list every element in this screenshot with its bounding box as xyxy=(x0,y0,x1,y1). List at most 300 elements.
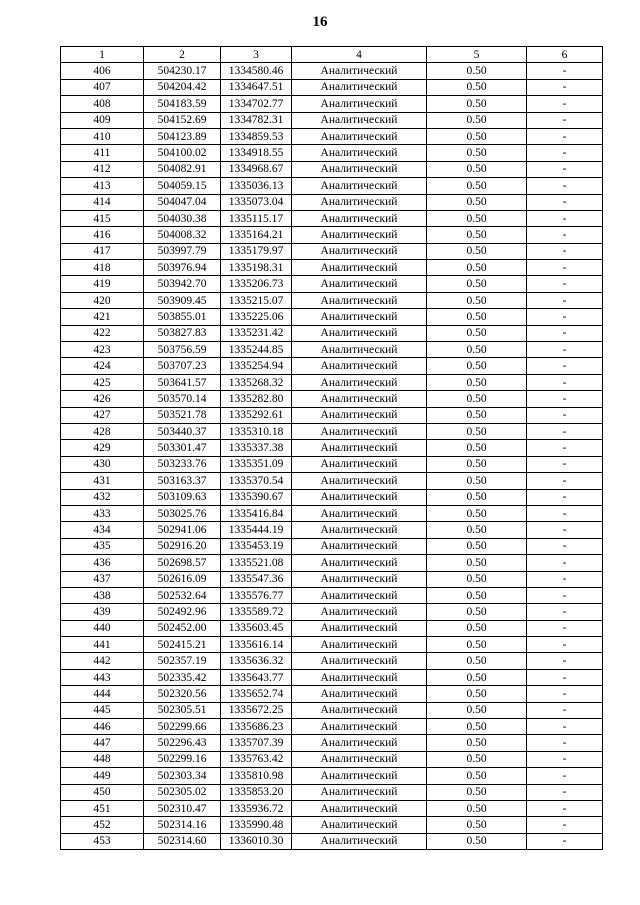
y-coordinate-cell: 1335244.85 xyxy=(221,342,292,358)
table-row xyxy=(61,145,603,161)
x-coordinate-cell: 504204.42 xyxy=(144,79,221,95)
y-coordinate-cell: 1335453.19 xyxy=(221,538,292,554)
point-number-cell: 431 xyxy=(61,473,144,489)
accuracy-cell: 0.50 xyxy=(427,391,527,407)
point-number-cell: 445 xyxy=(61,702,144,718)
method-cell: Аналитический xyxy=(292,669,427,685)
accuracy-cell: 0.50 xyxy=(427,768,527,784)
table-row xyxy=(61,702,603,718)
point-number-cell: 427 xyxy=(61,407,144,423)
accuracy-cell: 0.50 xyxy=(427,96,527,112)
column-header-1: 1 xyxy=(61,47,144,63)
note-cell: - xyxy=(527,538,603,554)
x-coordinate-cell: 503707.23 xyxy=(144,358,221,374)
accuracy-cell: 0.50 xyxy=(427,571,527,587)
note-cell: - xyxy=(527,407,603,423)
point-number-cell: 437 xyxy=(61,571,144,587)
y-coordinate-cell: 1334859.53 xyxy=(221,128,292,144)
accuracy-cell: 0.50 xyxy=(427,669,527,685)
note-cell: - xyxy=(527,637,603,653)
note-cell: - xyxy=(527,276,603,292)
point-number-cell: 414 xyxy=(61,194,144,210)
y-coordinate-cell: 1335763.42 xyxy=(221,751,292,767)
accuracy-cell: 0.50 xyxy=(427,587,527,603)
method-cell: Аналитический xyxy=(292,653,427,669)
y-coordinate-cell: 1335990.48 xyxy=(221,817,292,833)
x-coordinate-cell: 503942.70 xyxy=(144,276,221,292)
point-number-cell: 442 xyxy=(61,653,144,669)
table-row xyxy=(61,292,603,308)
point-number-cell: 434 xyxy=(61,522,144,538)
y-coordinate-cell: 1334647.51 xyxy=(221,79,292,95)
table-row xyxy=(61,374,603,390)
note-cell: - xyxy=(527,505,603,521)
table-row xyxy=(61,735,603,751)
method-cell: Аналитический xyxy=(292,702,427,718)
point-number-cell: 424 xyxy=(61,358,144,374)
y-coordinate-cell: 1334580.46 xyxy=(221,63,292,79)
column-header-6: 6 xyxy=(527,47,603,63)
note-cell: - xyxy=(527,227,603,243)
accuracy-cell: 0.50 xyxy=(427,440,527,456)
table-row xyxy=(61,587,603,603)
x-coordinate-cell: 502335.42 xyxy=(144,669,221,685)
accuracy-cell: 0.50 xyxy=(427,112,527,128)
point-number-cell: 451 xyxy=(61,800,144,816)
table-row xyxy=(61,538,603,554)
point-number-cell: 443 xyxy=(61,669,144,685)
x-coordinate-cell: 503909.45 xyxy=(144,292,221,308)
table-row xyxy=(61,96,603,112)
point-number-cell: 410 xyxy=(61,128,144,144)
note-cell: - xyxy=(527,161,603,177)
point-number-cell: 413 xyxy=(61,178,144,194)
accuracy-cell: 0.50 xyxy=(427,309,527,325)
table-row xyxy=(61,276,603,292)
method-cell: Аналитический xyxy=(292,719,427,735)
table-row xyxy=(61,719,603,735)
y-coordinate-cell: 1334782.31 xyxy=(221,112,292,128)
point-number-cell: 411 xyxy=(61,145,144,161)
note-cell: - xyxy=(527,571,603,587)
point-number-cell: 446 xyxy=(61,719,144,735)
accuracy-cell: 0.50 xyxy=(427,79,527,95)
accuracy-cell: 0.50 xyxy=(427,423,527,439)
column-header-3: 3 xyxy=(221,47,292,63)
x-coordinate-cell: 503827.83 xyxy=(144,325,221,341)
note-cell: - xyxy=(527,63,603,79)
x-coordinate-cell: 502698.57 xyxy=(144,555,221,571)
y-coordinate-cell: 1335853.20 xyxy=(221,784,292,800)
accuracy-cell: 0.50 xyxy=(427,292,527,308)
point-number-cell: 417 xyxy=(61,243,144,259)
y-coordinate-cell: 1334968.67 xyxy=(221,161,292,177)
method-cell: Аналитический xyxy=(292,292,427,308)
accuracy-cell: 0.50 xyxy=(427,456,527,472)
note-cell: - xyxy=(527,833,603,849)
x-coordinate-cell: 502296.43 xyxy=(144,735,221,751)
table-body xyxy=(61,63,603,850)
note-cell: - xyxy=(527,587,603,603)
method-cell: Аналитический xyxy=(292,63,427,79)
method-cell: Аналитический xyxy=(292,423,427,439)
method-cell: Аналитический xyxy=(292,358,427,374)
y-coordinate-cell: 1335310.18 xyxy=(221,423,292,439)
y-coordinate-cell: 1335268.32 xyxy=(221,374,292,390)
y-coordinate-cell: 1335707.39 xyxy=(221,735,292,751)
y-coordinate-cell: 1334702.77 xyxy=(221,96,292,112)
accuracy-cell: 0.50 xyxy=(427,194,527,210)
accuracy-cell: 0.50 xyxy=(427,637,527,653)
note-cell: - xyxy=(527,309,603,325)
method-cell: Аналитический xyxy=(292,489,427,505)
table-row xyxy=(61,768,603,784)
accuracy-cell: 0.50 xyxy=(427,260,527,276)
method-cell: Аналитический xyxy=(292,833,427,849)
note-cell: - xyxy=(527,620,603,636)
accuracy-cell: 0.50 xyxy=(427,63,527,79)
method-cell: Аналитический xyxy=(292,456,427,472)
point-number-cell: 432 xyxy=(61,489,144,505)
method-cell: Аналитический xyxy=(292,473,427,489)
method-cell: Аналитический xyxy=(292,686,427,702)
point-number-cell: 435 xyxy=(61,538,144,554)
table-row xyxy=(61,473,603,489)
note-cell: - xyxy=(527,686,603,702)
point-number-cell: 448 xyxy=(61,751,144,767)
table-row xyxy=(61,505,603,521)
x-coordinate-cell: 502314.60 xyxy=(144,833,221,849)
note-cell: - xyxy=(527,555,603,571)
y-coordinate-cell: 1336010.30 xyxy=(221,833,292,849)
table-row xyxy=(61,423,603,439)
table-row xyxy=(61,407,603,423)
note-cell: - xyxy=(527,194,603,210)
accuracy-cell: 0.50 xyxy=(427,522,527,538)
accuracy-cell: 0.50 xyxy=(427,489,527,505)
note-cell: - xyxy=(527,292,603,308)
x-coordinate-cell: 504183.59 xyxy=(144,96,221,112)
accuracy-cell: 0.50 xyxy=(427,161,527,177)
note-cell: - xyxy=(527,358,603,374)
accuracy-cell: 0.50 xyxy=(427,555,527,571)
table-row xyxy=(61,391,603,407)
note-cell: - xyxy=(527,800,603,816)
point-number-cell: 444 xyxy=(61,686,144,702)
method-cell: Аналитический xyxy=(292,112,427,128)
point-number-cell: 423 xyxy=(61,342,144,358)
table-row xyxy=(61,637,603,653)
x-coordinate-cell: 504123.89 xyxy=(144,128,221,144)
accuracy-cell: 0.50 xyxy=(427,784,527,800)
x-coordinate-cell: 502452.00 xyxy=(144,620,221,636)
point-number-cell: 406 xyxy=(61,63,144,79)
y-coordinate-cell: 1335215.07 xyxy=(221,292,292,308)
x-coordinate-cell: 503163.37 xyxy=(144,473,221,489)
accuracy-cell: 0.50 xyxy=(427,833,527,849)
accuracy-cell: 0.50 xyxy=(427,473,527,489)
x-coordinate-cell: 502941.06 xyxy=(144,522,221,538)
x-coordinate-cell: 502299.66 xyxy=(144,719,221,735)
note-cell: - xyxy=(527,96,603,112)
point-number-cell: 441 xyxy=(61,637,144,653)
x-coordinate-cell: 503855.01 xyxy=(144,309,221,325)
method-cell: Аналитический xyxy=(292,325,427,341)
y-coordinate-cell: 1335370.54 xyxy=(221,473,292,489)
method-cell: Аналитический xyxy=(292,768,427,784)
point-number-cell: 452 xyxy=(61,817,144,833)
method-cell: Аналитический xyxy=(292,571,427,587)
column-header-2: 2 xyxy=(144,47,221,63)
y-coordinate-cell: 1335652.74 xyxy=(221,686,292,702)
note-cell: - xyxy=(527,522,603,538)
method-cell: Аналитический xyxy=(292,374,427,390)
accuracy-cell: 0.50 xyxy=(427,702,527,718)
accuracy-cell: 0.50 xyxy=(427,407,527,423)
note-cell: - xyxy=(527,719,603,735)
table-row xyxy=(61,522,603,538)
column-header-4: 4 xyxy=(292,47,427,63)
note-cell: - xyxy=(527,669,603,685)
method-cell: Аналитический xyxy=(292,161,427,177)
column-header-5: 5 xyxy=(427,47,527,63)
note-cell: - xyxy=(527,79,603,95)
x-coordinate-cell: 503997.79 xyxy=(144,243,221,259)
page-number: 16 xyxy=(312,14,328,30)
method-cell: Аналитический xyxy=(292,751,427,767)
method-cell: Аналитический xyxy=(292,128,427,144)
method-cell: Аналитический xyxy=(292,440,427,456)
note-cell: - xyxy=(527,604,603,620)
table-row xyxy=(61,128,603,144)
x-coordinate-cell: 502916.20 xyxy=(144,538,221,554)
x-coordinate-cell: 502314.16 xyxy=(144,817,221,833)
point-number-cell: 438 xyxy=(61,587,144,603)
note-cell: - xyxy=(527,243,603,259)
y-coordinate-cell: 1335282.80 xyxy=(221,391,292,407)
table-row xyxy=(61,358,603,374)
y-coordinate-cell: 1334918.55 xyxy=(221,145,292,161)
x-coordinate-cell: 504059.15 xyxy=(144,178,221,194)
point-number-cell: 408 xyxy=(61,96,144,112)
x-coordinate-cell: 502305.02 xyxy=(144,784,221,800)
y-coordinate-cell: 1335198.31 xyxy=(221,260,292,276)
y-coordinate-cell: 1335444.19 xyxy=(221,522,292,538)
note-cell: - xyxy=(527,145,603,161)
y-coordinate-cell: 1335589.72 xyxy=(221,604,292,620)
y-coordinate-cell: 1335254.94 xyxy=(221,358,292,374)
accuracy-cell: 0.50 xyxy=(427,227,527,243)
point-number-cell: 407 xyxy=(61,79,144,95)
method-cell: Аналитический xyxy=(292,637,427,653)
y-coordinate-cell: 1335936.72 xyxy=(221,800,292,816)
note-cell: - xyxy=(527,473,603,489)
accuracy-cell: 0.50 xyxy=(427,538,527,554)
table-row xyxy=(61,604,603,620)
method-cell: Аналитический xyxy=(292,505,427,521)
y-coordinate-cell: 1335164.21 xyxy=(221,227,292,243)
table-row xyxy=(61,342,603,358)
point-number-cell: 426 xyxy=(61,391,144,407)
accuracy-cell: 0.50 xyxy=(427,276,527,292)
note-cell: - xyxy=(527,456,603,472)
point-number-cell: 425 xyxy=(61,374,144,390)
note-cell: - xyxy=(527,440,603,456)
point-number-cell: 412 xyxy=(61,161,144,177)
note-cell: - xyxy=(527,489,603,505)
point-number-cell: 440 xyxy=(61,620,144,636)
x-coordinate-cell: 503756.59 xyxy=(144,342,221,358)
table-row xyxy=(61,243,603,259)
point-number-cell: 415 xyxy=(61,210,144,226)
table-row xyxy=(61,260,603,276)
accuracy-cell: 0.50 xyxy=(427,604,527,620)
y-coordinate-cell: 1335547.36 xyxy=(221,571,292,587)
method-cell: Аналитический xyxy=(292,210,427,226)
accuracy-cell: 0.50 xyxy=(427,358,527,374)
y-coordinate-cell: 1335225.06 xyxy=(221,309,292,325)
point-number-cell: 409 xyxy=(61,112,144,128)
note-cell: - xyxy=(527,391,603,407)
point-number-cell: 447 xyxy=(61,735,144,751)
coordinates-table xyxy=(60,46,603,850)
x-coordinate-cell: 502303.34 xyxy=(144,768,221,784)
note-cell: - xyxy=(527,374,603,390)
y-coordinate-cell: 1335576.77 xyxy=(221,587,292,603)
point-number-cell: 428 xyxy=(61,423,144,439)
y-coordinate-cell: 1335521.08 xyxy=(221,555,292,571)
x-coordinate-cell: 502415.21 xyxy=(144,637,221,653)
y-coordinate-cell: 1335036.13 xyxy=(221,178,292,194)
accuracy-cell: 0.50 xyxy=(427,751,527,767)
accuracy-cell: 0.50 xyxy=(427,653,527,669)
y-coordinate-cell: 1335073.04 xyxy=(221,194,292,210)
method-cell: Аналитический xyxy=(292,194,427,210)
method-cell: Аналитический xyxy=(292,538,427,554)
x-coordinate-cell: 504030.38 xyxy=(144,210,221,226)
x-coordinate-cell: 503521.78 xyxy=(144,407,221,423)
accuracy-cell: 0.50 xyxy=(427,178,527,194)
x-coordinate-cell: 503976.94 xyxy=(144,260,221,276)
table-row xyxy=(61,489,603,505)
table-row xyxy=(61,620,603,636)
method-cell: Аналитический xyxy=(292,96,427,112)
accuracy-cell: 0.50 xyxy=(427,505,527,521)
y-coordinate-cell: 1335390.67 xyxy=(221,489,292,505)
point-number-cell: 421 xyxy=(61,309,144,325)
method-cell: Аналитический xyxy=(292,735,427,751)
x-coordinate-cell: 504082.91 xyxy=(144,161,221,177)
point-number-cell: 422 xyxy=(61,325,144,341)
method-cell: Аналитический xyxy=(292,309,427,325)
point-number-cell: 449 xyxy=(61,768,144,784)
method-cell: Аналитический xyxy=(292,260,427,276)
x-coordinate-cell: 503440.37 xyxy=(144,423,221,439)
y-coordinate-cell: 1335231.42 xyxy=(221,325,292,341)
note-cell: - xyxy=(527,325,603,341)
note-cell: - xyxy=(527,735,603,751)
y-coordinate-cell: 1335337.38 xyxy=(221,440,292,456)
note-cell: - xyxy=(527,653,603,669)
table-row xyxy=(61,555,603,571)
point-number-cell: 419 xyxy=(61,276,144,292)
table-row xyxy=(61,669,603,685)
table-row xyxy=(61,571,603,587)
accuracy-cell: 0.50 xyxy=(427,719,527,735)
table-row xyxy=(61,456,603,472)
point-number-cell: 453 xyxy=(61,833,144,849)
note-cell: - xyxy=(527,260,603,276)
accuracy-cell: 0.50 xyxy=(427,243,527,259)
y-coordinate-cell: 1335416.84 xyxy=(221,505,292,521)
method-cell: Аналитический xyxy=(292,178,427,194)
x-coordinate-cell: 502299.16 xyxy=(144,751,221,767)
table-row xyxy=(61,178,603,194)
point-number-cell: 430 xyxy=(61,456,144,472)
point-number-cell: 416 xyxy=(61,227,144,243)
method-cell: Аналитический xyxy=(292,587,427,603)
method-cell: Аналитический xyxy=(292,342,427,358)
table-row xyxy=(61,653,603,669)
table-row xyxy=(61,161,603,177)
accuracy-cell: 0.50 xyxy=(427,374,527,390)
method-cell: Аналитический xyxy=(292,620,427,636)
x-coordinate-cell: 503025.76 xyxy=(144,505,221,521)
accuracy-cell: 0.50 xyxy=(427,800,527,816)
y-coordinate-cell: 1335179.97 xyxy=(221,243,292,259)
table-row xyxy=(61,227,603,243)
x-coordinate-cell: 504152.69 xyxy=(144,112,221,128)
table-row xyxy=(61,784,603,800)
note-cell: - xyxy=(527,768,603,784)
note-cell: - xyxy=(527,751,603,767)
table-row xyxy=(61,112,603,128)
table-row xyxy=(61,686,603,702)
method-cell: Аналитический xyxy=(292,784,427,800)
accuracy-cell: 0.50 xyxy=(427,145,527,161)
method-cell: Аналитический xyxy=(292,817,427,833)
note-cell: - xyxy=(527,702,603,718)
x-coordinate-cell: 502492.96 xyxy=(144,604,221,620)
point-number-cell: 436 xyxy=(61,555,144,571)
x-coordinate-cell: 503301.47 xyxy=(144,440,221,456)
table-row xyxy=(61,833,603,849)
x-coordinate-cell: 503233.76 xyxy=(144,456,221,472)
table-row xyxy=(61,309,603,325)
y-coordinate-cell: 1335351.09 xyxy=(221,456,292,472)
table-row xyxy=(61,325,603,341)
note-cell: - xyxy=(527,784,603,800)
method-cell: Аналитический xyxy=(292,276,427,292)
method-cell: Аналитический xyxy=(292,79,427,95)
y-coordinate-cell: 1335115.17 xyxy=(221,210,292,226)
method-cell: Аналитический xyxy=(292,391,427,407)
note-cell: - xyxy=(527,178,603,194)
table-row xyxy=(61,210,603,226)
method-cell: Аналитический xyxy=(292,407,427,423)
accuracy-cell: 0.50 xyxy=(427,342,527,358)
accuracy-cell: 0.50 xyxy=(427,620,527,636)
note-cell: - xyxy=(527,210,603,226)
method-cell: Аналитический xyxy=(292,243,427,259)
x-coordinate-cell: 502305.51 xyxy=(144,702,221,718)
x-coordinate-cell: 502532.64 xyxy=(144,587,221,603)
y-coordinate-cell: 1335603.45 xyxy=(221,620,292,636)
x-coordinate-cell: 502310.47 xyxy=(144,800,221,816)
method-cell: Аналитический xyxy=(292,227,427,243)
note-cell: - xyxy=(527,817,603,833)
y-coordinate-cell: 1335292.61 xyxy=(221,407,292,423)
